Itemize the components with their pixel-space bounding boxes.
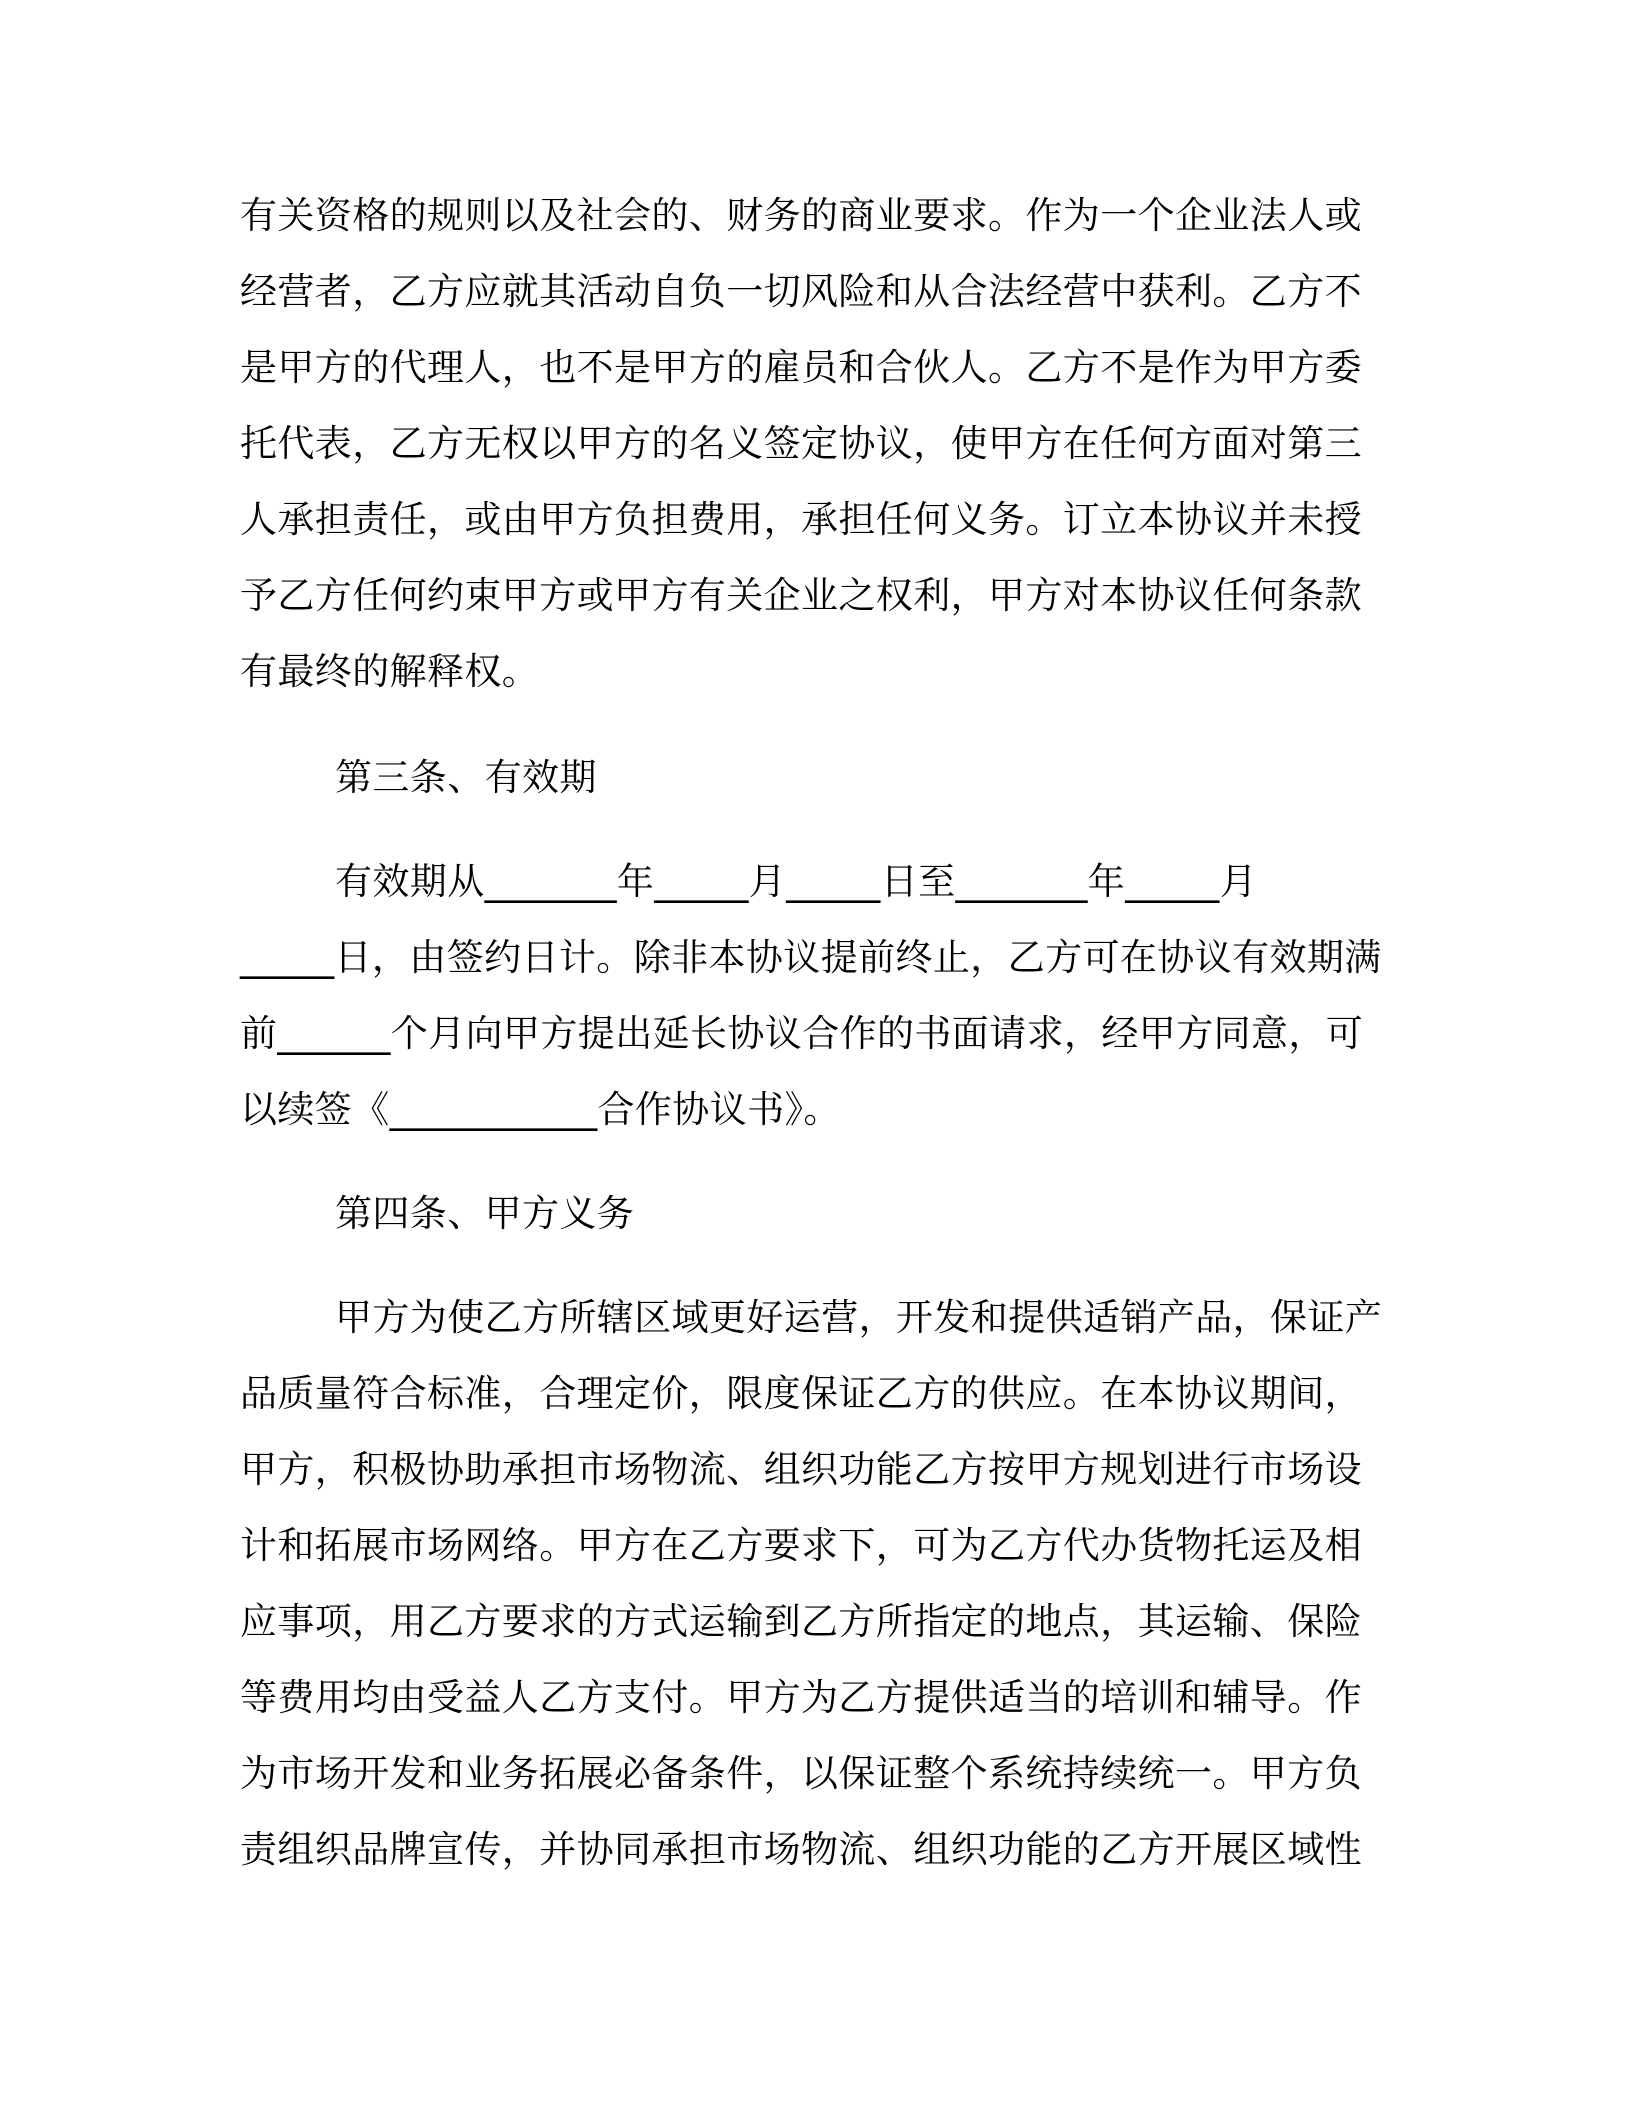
paragraph-line: 托代表，乙方无权以甲方的名义签定协议，使甲方在任何方面对第三 <box>240 422 1362 465</box>
article-3-heading: 第三条、有效期 <box>335 756 597 799</box>
paragraph-line: 前______个月向甲方提出延长协议合作的书面请求，经甲方同意，可 <box>240 1012 1364 1055</box>
paragraph-line: 品质量符合标准，合理定价，限度保证乙方的供应。在本协议期间， <box>240 1372 1362 1415</box>
paragraph-line: 甲方，积极协助承担市场物流、组织功能乙方按甲方规划进行市场设 <box>240 1448 1362 1491</box>
paragraph-line: 人承担责任，或由甲方负担费用，承担任何义务。订立本协议并未授 <box>240 498 1362 541</box>
paragraph-line: 应事项，用乙方要求的方式运输到乙方所指定的地点，其运输、保险 <box>240 1600 1362 1643</box>
paragraph-line: 经营者，乙方应就其活动自负一切风险和从合法经营中获利。乙方不 <box>240 270 1362 313</box>
paragraph-line: _____日，由签约日计。除非本协议提前终止，乙方可在协议有效期满 <box>240 936 1382 979</box>
paragraph-line: 有最终的解释权。 <box>240 650 540 693</box>
paragraph-line: 甲方为使乙方所辖区域更好运营，开发和提供适销产品，保证产 <box>335 1296 1383 1339</box>
paragraph-line: 为市场开发和业务拓展必备条件，以保证整个系统持续统一。甲方负 <box>240 1752 1362 1795</box>
paragraph-line: 有效期从_______年_____月_____日至_______年_____月 <box>335 860 1258 903</box>
paragraph-line: 予乙方任何约束甲方或甲方有关企业之权利，甲方对本协议任何条款 <box>240 574 1362 617</box>
paragraph-line: 等费用均由受益人乙方支付。甲方为乙方提供适当的培训和辅导。作 <box>240 1676 1362 1719</box>
article-4-heading: 第四条、甲方义务 <box>335 1192 635 1235</box>
paragraph-line: 是甲方的代理人，也不是甲方的雇员和合伙人。乙方不是作为甲方委 <box>240 346 1362 389</box>
paragraph-line: 有关资格的规则以及社会的、财务的商业要求。作为一个企业法人或 <box>240 194 1362 237</box>
paragraph-line: 责组织品牌宣传，并协同承担市场物流、组织功能的乙方开展区域性 <box>240 1828 1362 1871</box>
paragraph-line: 计和拓展市场网络。甲方在乙方要求下，可为乙方代办货物托运及相 <box>240 1524 1362 1567</box>
paragraph-line: 以续签《___________合作协议书》。 <box>240 1088 841 1131</box>
